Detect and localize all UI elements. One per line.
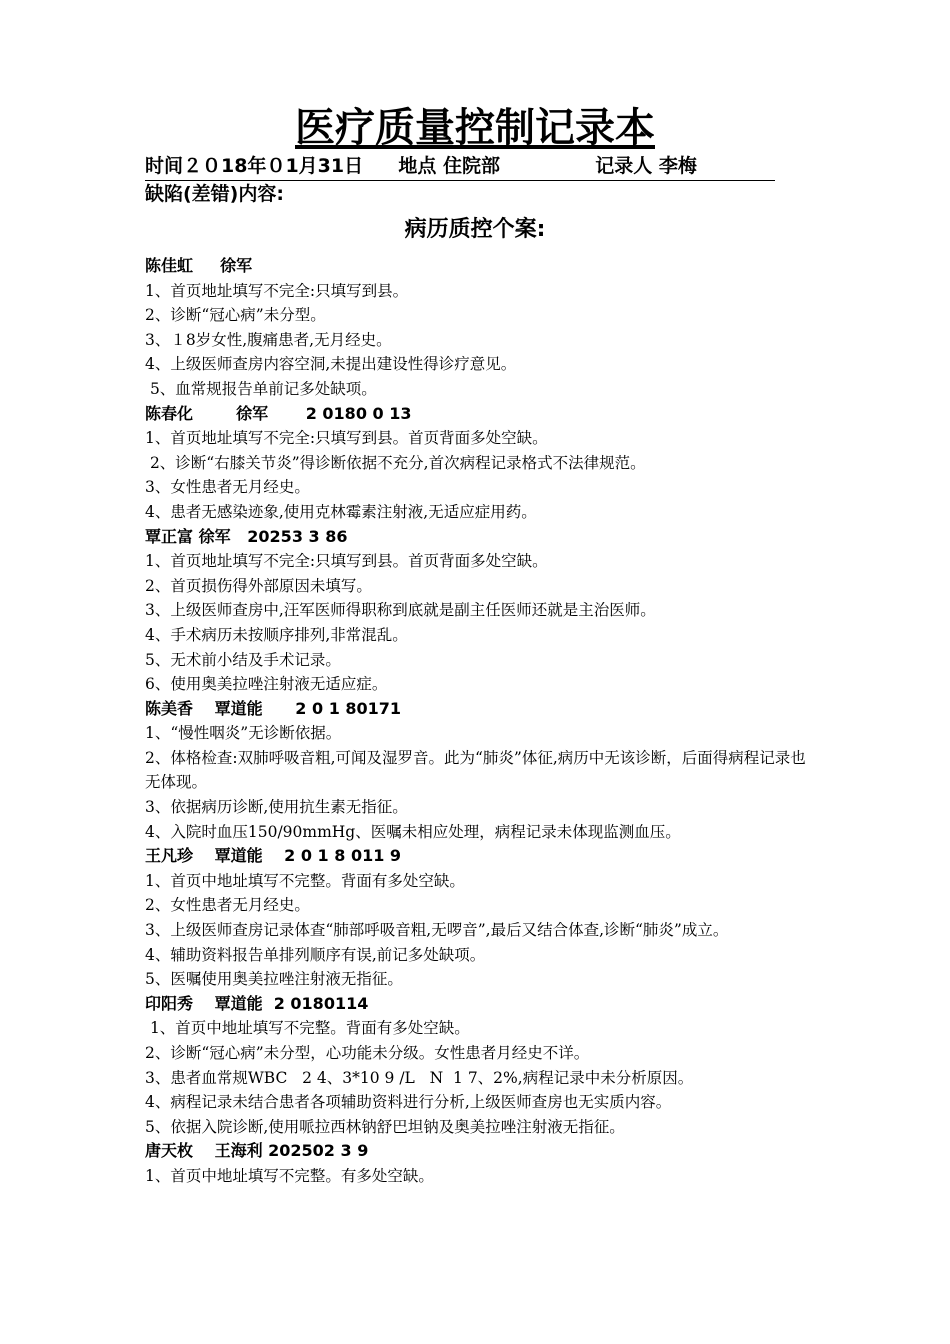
- section-title: 病历质控个案:: [404, 217, 546, 242]
- case-header: 陈佳虹 徐军: [145, 256, 253, 275]
- case-header: 王凡珍 覃道能 2 0 1 8 011 9: [145, 846, 402, 866]
- case-block: [145, 1139, 815, 1188]
- case-header: 覃正富 徐军 20253 3 86: [145, 526, 348, 546]
- case-item: 4、辅助资料报告单排列顺序有误,前记多处缺项。: [145, 945, 486, 964]
- case-item: 1、首页中地址填写不完整。背面有多处空缺。: [145, 871, 465, 890]
- case-item: 1、首页地址填写不完全:只填写到县。: [145, 281, 409, 300]
- case-item: 1、首页中地址填写不完整。背面有多处空缺。: [145, 1019, 470, 1038]
- case-header: 陈美香 覃道能 2 0 1 80171: [145, 698, 402, 718]
- case-item: 5、无术前小结及手术记录。: [145, 650, 341, 669]
- case-block: [145, 844, 815, 992]
- case-header: 唐天枚 王海利 202502 3 9: [145, 1141, 369, 1161]
- case-item: 3、上级医师查房中,汪军医师得职称到底就是副主任医师还就是主治医师。: [145, 601, 656, 620]
- meta-time: 时间２０18年０1月31日: [145, 155, 364, 177]
- meta-place: 地点 住院部: [398, 155, 500, 177]
- case-item: 3、１8岁女性,腹痛患者,无月经史。: [145, 330, 392, 349]
- meta-recorder: 记录人 李梅: [595, 155, 697, 177]
- case-block: [145, 992, 815, 1140]
- case-item: 4、上级医师查房内容空洞,未提出建设性得诊疗意见。: [145, 355, 517, 374]
- case-item: 1、首页地址填写不完全:只填写到县。首页背面多处空缺。: [145, 552, 548, 571]
- case-block: [145, 697, 815, 845]
- case-item: 2、诊断“右膝关节炎”得诊断依据不充分,首次病程记录格式不法律规范。: [145, 453, 646, 472]
- case-item: 5、医嘱使用奥美拉唑注射液无指征。: [145, 970, 403, 989]
- case-item: 3、依据病历诊断,使用抗生素无指征。: [145, 798, 408, 817]
- case-item: 3、女性患者无月经史。: [145, 478, 310, 497]
- case-item: 3、患者血常规WBC 2 4、3*10 9 /L N 1 7、2%,病程记录中未分析原因。: [145, 1068, 694, 1087]
- case-item: 1、“慢性咽炎”无诊断依据。: [145, 724, 342, 743]
- document-title: 医疗质量控制记录本: [295, 104, 655, 151]
- case-item: 4、入院时血压150/90mmHg、医嘱未相应处理，病程记录未体现监测血压。: [145, 822, 681, 841]
- case-item: 3、上级医师查房记录体查“肺部呼吸音粗,无啰音”,最后又结合体查,诊断“肺炎”成立。: [145, 921, 729, 940]
- case-block: [145, 402, 815, 525]
- case-item: 4、病程记录未结合患者各项辅助资料进行分析,上级医师查房也无实质内容。: [145, 1093, 672, 1112]
- case-item: 2、首页损伤得外部原因未填写。: [145, 576, 372, 595]
- case-item: 2、女性患者无月经史。: [145, 896, 310, 915]
- case-item: 2、体格检查:双肺呼吸音粗,可闻及湿罗音。此为“肺炎”体征,病历中无该诊断，后面得病程记录也无体现。: [145, 748, 806, 792]
- meta-line: [145, 152, 775, 181]
- case-block: [145, 254, 815, 402]
- defects-label: 缺陷(差错)内容:: [145, 183, 284, 205]
- case-header: 印阳秀 覃道能 2 0180114: [145, 993, 369, 1013]
- case-list: [145, 254, 815, 1189]
- case-header: 陈春化 徐军 2 0180 0 13: [145, 403, 412, 423]
- case-item: 1、首页地址填写不完全:只填写到县。首页背面多处空缺。: [145, 429, 548, 448]
- case-item: 2、诊断“冠心病”未分型。: [145, 306, 326, 325]
- case-item: 1、首页中地址填写不完整。有多处空缺。: [145, 1166, 434, 1185]
- case-block: [145, 525, 815, 697]
- case-item: 4、手术病历未按顺序排列,非常混乱。: [145, 625, 408, 644]
- case-item: 5、依据入院诊断,使用哌拉西林钠舒巴坦钠及奥美拉唑注射液无指征。: [145, 1117, 625, 1136]
- case-item: 6、使用奥美拉唑注射液无适应症。: [145, 675, 388, 694]
- case-item: 4、患者无感染迹象,使用克林霉素注射液,无适应症用药。: [145, 502, 537, 521]
- case-item: 2、诊断“冠心病”未分型，心功能未分级。女性患者月经史不详。: [145, 1044, 590, 1062]
- case-item: 5、血常规报告单前记多处缺项。: [145, 379, 377, 398]
